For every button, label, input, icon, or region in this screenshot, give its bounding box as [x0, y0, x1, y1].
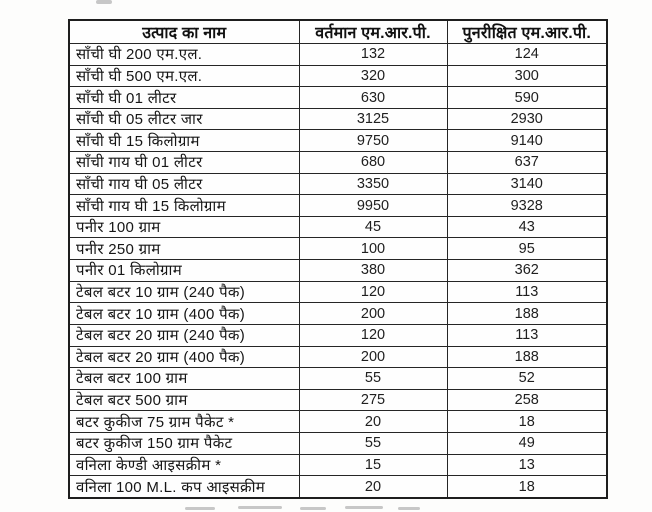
- current-mrp-cell: 9750: [299, 130, 447, 152]
- revised-mrp-cell: 3140: [447, 173, 607, 195]
- current-mrp-cell: 55: [299, 432, 447, 454]
- product-name-cell: बटर कुकीज 75 ग्राम पैकेट *: [69, 411, 299, 433]
- table-row: [69, 411, 607, 433]
- current-mrp-cell: 15: [299, 454, 447, 476]
- current-mrp-cell: 3125: [299, 108, 447, 130]
- revised-mrp-cell: 188: [447, 346, 607, 368]
- current-mrp-cell: 20: [299, 411, 447, 433]
- revised-mrp-cell: 188: [447, 303, 607, 325]
- revised-mrp-cell: 590: [447, 87, 607, 109]
- column-header-current-mrp: वर्तमान एम.आर.पी.: [299, 20, 447, 44]
- product-name-cell: टेबल बटर 500 ग्राम: [69, 389, 299, 411]
- product-name-cell: साँची गाय घी 15 किलोग्राम: [69, 195, 299, 217]
- product-name-cell: टेबल बटर 20 ग्राम (400 पैक): [69, 346, 299, 368]
- revised-mrp-cell: 18: [447, 476, 607, 498]
- revised-mrp-cell: 113: [447, 281, 607, 303]
- current-mrp-cell: 120: [299, 281, 447, 303]
- table-row: [69, 432, 607, 454]
- current-mrp-cell: 200: [299, 303, 447, 325]
- revised-mrp-cell: 9328: [447, 195, 607, 217]
- table-header: [69, 20, 607, 44]
- current-mrp-cell: 9950: [299, 195, 447, 217]
- column-header-product: उत्पाद का नाम: [69, 20, 299, 44]
- product-name-cell: साँची घी 500 एम.एल.: [69, 65, 299, 87]
- current-mrp-cell: 100: [299, 238, 447, 260]
- cropped-text-artifact: [345, 506, 383, 509]
- product-name-cell: पनीर 100 ग्राम: [69, 216, 299, 238]
- product-name-cell: साँची घी 200 एम.एल.: [69, 44, 299, 66]
- revised-mrp-cell: 9140: [447, 130, 607, 152]
- table-row: [69, 324, 607, 346]
- product-name-cell: टेबल बटर 10 ग्राम (400 पैक): [69, 303, 299, 325]
- header-row: [69, 20, 607, 44]
- revised-mrp-cell: 52: [447, 368, 607, 390]
- table-row: [69, 216, 607, 238]
- table-row: [69, 389, 607, 411]
- product-name-cell: बटर कुकीज 150 ग्राम पैकेट: [69, 432, 299, 454]
- product-name-cell: पनीर 250 ग्राम: [69, 238, 299, 260]
- table-row: [69, 87, 607, 109]
- product-name-cell: टेबल बटर 20 ग्राम (240 पैक): [69, 324, 299, 346]
- revised-mrp-cell: 95: [447, 238, 607, 260]
- revised-mrp-cell: 2930: [447, 108, 607, 130]
- product-name-cell: साँची गाय घी 01 लीटर: [69, 152, 299, 174]
- current-mrp-cell: 200: [299, 346, 447, 368]
- table-row: [69, 454, 607, 476]
- current-mrp-cell: 275: [299, 389, 447, 411]
- product-name-cell: टेबल बटर 10 ग्राम (240 पैक): [69, 281, 299, 303]
- column-header-revised-mrp: पुनरीक्षित एम.आर.पी.: [447, 20, 607, 44]
- revised-mrp-cell: 258: [447, 389, 607, 411]
- product-name-cell: वनिला केण्डी आइसक्रीम *: [69, 454, 299, 476]
- table-row: [69, 281, 607, 303]
- table-row: [69, 476, 607, 498]
- revised-mrp-cell: 13: [447, 454, 607, 476]
- revised-mrp-cell: 124: [447, 44, 607, 66]
- current-mrp-cell: 320: [299, 65, 447, 87]
- current-mrp-cell: 680: [299, 152, 447, 174]
- current-mrp-cell: 132: [299, 44, 447, 66]
- product-name-cell: वनिला 100 M.L. कप आइसक्रीम: [69, 476, 299, 498]
- table-row: [69, 152, 607, 174]
- current-mrp-cell: 630: [299, 87, 447, 109]
- revised-mrp-cell: 362: [447, 260, 607, 282]
- current-mrp-cell: 120: [299, 324, 447, 346]
- product-name-cell: टेबल बटर 100 ग्राम: [69, 368, 299, 390]
- cropped-text-artifact: [185, 507, 215, 510]
- current-mrp-cell: 380: [299, 260, 447, 282]
- table-row: [69, 65, 607, 87]
- revised-mrp-cell: 113: [447, 324, 607, 346]
- table-row: [69, 303, 607, 325]
- table-body: [69, 44, 607, 499]
- current-mrp-cell: 45: [299, 216, 447, 238]
- revised-mrp-cell: 49: [447, 432, 607, 454]
- table-row: [69, 195, 607, 217]
- cropped-text-artifact: [238, 506, 282, 509]
- product-name-cell: साँची घी 01 लीटर: [69, 87, 299, 109]
- product-name-cell: साँची गाय घी 05 लीटर: [69, 173, 299, 195]
- current-mrp-cell: 55: [299, 368, 447, 390]
- product-name-cell: साँची घी 15 किलोग्राम: [69, 130, 299, 152]
- current-mrp-cell: 3350: [299, 173, 447, 195]
- product-price-table: [68, 19, 608, 499]
- product-name-cell: पनीर 01 किलोग्राम: [69, 260, 299, 282]
- table-row: [69, 44, 607, 66]
- current-mrp-cell: 20: [299, 476, 447, 498]
- table-row: [69, 368, 607, 390]
- revised-mrp-cell: 637: [447, 152, 607, 174]
- table-row: [69, 130, 607, 152]
- table-row: [69, 173, 607, 195]
- table-row: [69, 108, 607, 130]
- revised-mrp-cell: 43: [447, 216, 607, 238]
- table-row: [69, 238, 607, 260]
- table-row: [69, 346, 607, 368]
- product-name-cell: साँची घी 05 लीटर जार: [69, 108, 299, 130]
- revised-mrp-cell: 300: [447, 65, 607, 87]
- cropped-text-artifact: [398, 507, 420, 510]
- cropped-text-artifact: [300, 507, 326, 510]
- cropped-text-artifact: [96, 0, 112, 4]
- table-row: [69, 260, 607, 282]
- revised-mrp-cell: 18: [447, 411, 607, 433]
